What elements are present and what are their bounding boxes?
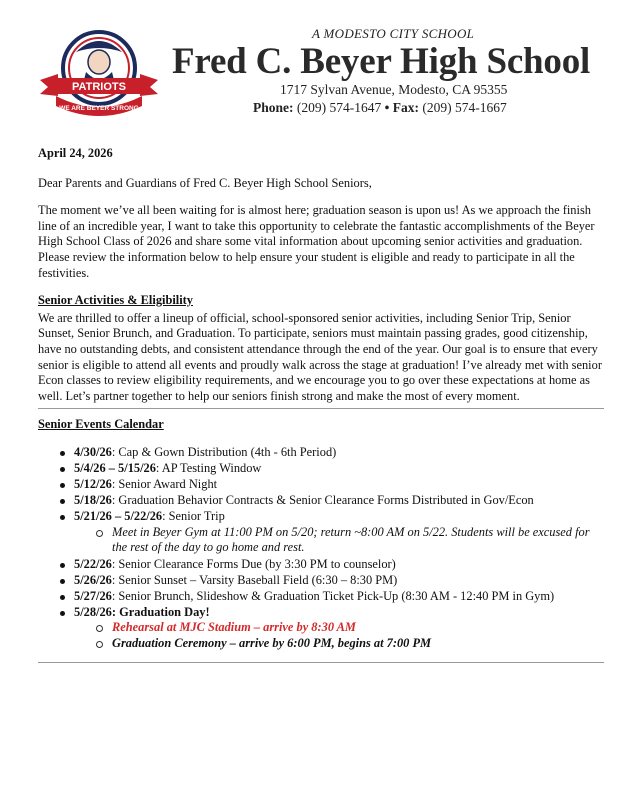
fax-value: (209) 574-1667 [422, 100, 507, 115]
school-name: Fred C. Beyer High School [172, 41, 591, 82]
logo-banner-text: WE ARE BEYER STRONG [59, 105, 139, 112]
contact-line [253, 100, 507, 116]
event-desc: : Senior Sunset – Varsity Baseball Field (6:30 – 8:30 PM) [111, 572, 398, 587]
rehearsal-note: Rehearsal at MJC Stadium – arrive by 8:30 AM [96, 620, 604, 636]
event-item [60, 477, 604, 493]
event-date: 4/30/26 [74, 444, 112, 459]
salutation: Dear Parents and Guardians of Fred C. Beyer High School Seniors, [38, 175, 372, 190]
event-item [60, 557, 604, 573]
letterhead [0, 0, 642, 130]
event-desc: : Graduation Behavior Contracts & Senior Clearance Forms Distributed in Gov/Econ [111, 493, 534, 508]
event-desc: : Senior Clearance Forms Due (by 3:30 PM to counselor) [111, 556, 396, 571]
event-item [60, 573, 604, 589]
event-item [60, 445, 604, 461]
event-date: 5/4/26 – 5/15/26 [74, 461, 156, 475]
intro-paragraph: The moment we’ve all been waiting for is almost here; graduation season is upon us! As we approach the finish line of an incredible year, I want to take this opportunity to celebrate the fantastic accomplishments of the Beyer High School Class of 2026 and share some vital information about upcoming senior activities and graduation. Please review the information below to help ensure your student is eligible and ready to participate in all the festivities. [38, 203, 595, 280]
senior-trip-sublist [74, 525, 604, 556]
tagline: A MODESTO CITY SCHOOL [312, 26, 475, 41]
event-item [60, 509, 604, 556]
bottom-divider [38, 662, 604, 663]
phone-value: (209) 574-1647 [296, 100, 382, 115]
senior-trip-note: Meet in Beyer Gym at 11:00 PM on 5/20; return ~8:00 AM on 5/22. Students will be excused for the rest of the day to go home and rest. [96, 525, 604, 556]
event-date: 5/18/26 [74, 493, 112, 508]
event-date: 5/12/26 [74, 477, 112, 492]
section-eligibility-body: We are thrilled to offer a lineup of official, school-sponsored senior activities, including Senior Trip, Senior Sunset, Senior Brunch, and Graduation. To participate, seniors must maintain passing grades, good citizenship, have no outstanding debts, and consistent attendance through the end of the year. Our goal is to ensure that every senior is eligible to attend all events and proudly walk across the stage at graduation! I’ve already met with senior Econ classes to review eligibility requirements, and we encourage you to go over these expectations at home as well. Let’s partner together to help our seniors finish strong and make the most of every moment. [38, 310, 602, 403]
letter-body [38, 142, 604, 663]
event-desc: : AP Testing Window [155, 461, 262, 475]
event-item [60, 605, 604, 652]
graduation-sublist [74, 620, 604, 651]
school-address: 1717 Sylvan Avenue, Modesto, CA 95355 [280, 82, 508, 97]
event-desc: : Senior Award Night [111, 477, 218, 492]
fax-label: Fax: [392, 100, 419, 115]
ceremony-note: Graduation Ceremony – arrive by 6:00 PM, begins at 7:00 PM [96, 636, 604, 652]
section-calendar-title: Senior Events Calendar [38, 417, 164, 432]
letter-date: April 24, 2026 [38, 146, 113, 160]
event-desc: : Graduation Day! [111, 604, 210, 619]
event-item [60, 461, 604, 477]
event-date: 5/26/26 [74, 572, 112, 587]
event-item [60, 493, 604, 509]
patriots-logo [36, 22, 162, 118]
event-date: 5/28/26 [74, 604, 112, 619]
event-date: 5/27/26 [74, 588, 112, 603]
phone-label: Phone: [253, 100, 294, 115]
events-list [38, 445, 604, 652]
section-eligibility-title: Senior Activities & Eligibility [38, 293, 193, 308]
event-date: 5/22/26 [74, 556, 112, 571]
event-date: 5/21/26 – 5/22/26 [74, 509, 163, 524]
contact-separator: • [384, 100, 390, 115]
logo-patriots-text: PATRIOTS [72, 81, 126, 93]
event-desc: : Senior Trip [162, 509, 225, 524]
divider [38, 408, 604, 409]
event-desc: : Senior Brunch, Slideshow & Graduation Ticket Pick-Up (8:30 AM - 12:40 PM in Gym) [111, 588, 555, 603]
event-item [60, 589, 604, 605]
event-desc: : Cap & Gown Distribution (4th - 6th Period) [111, 444, 337, 459]
